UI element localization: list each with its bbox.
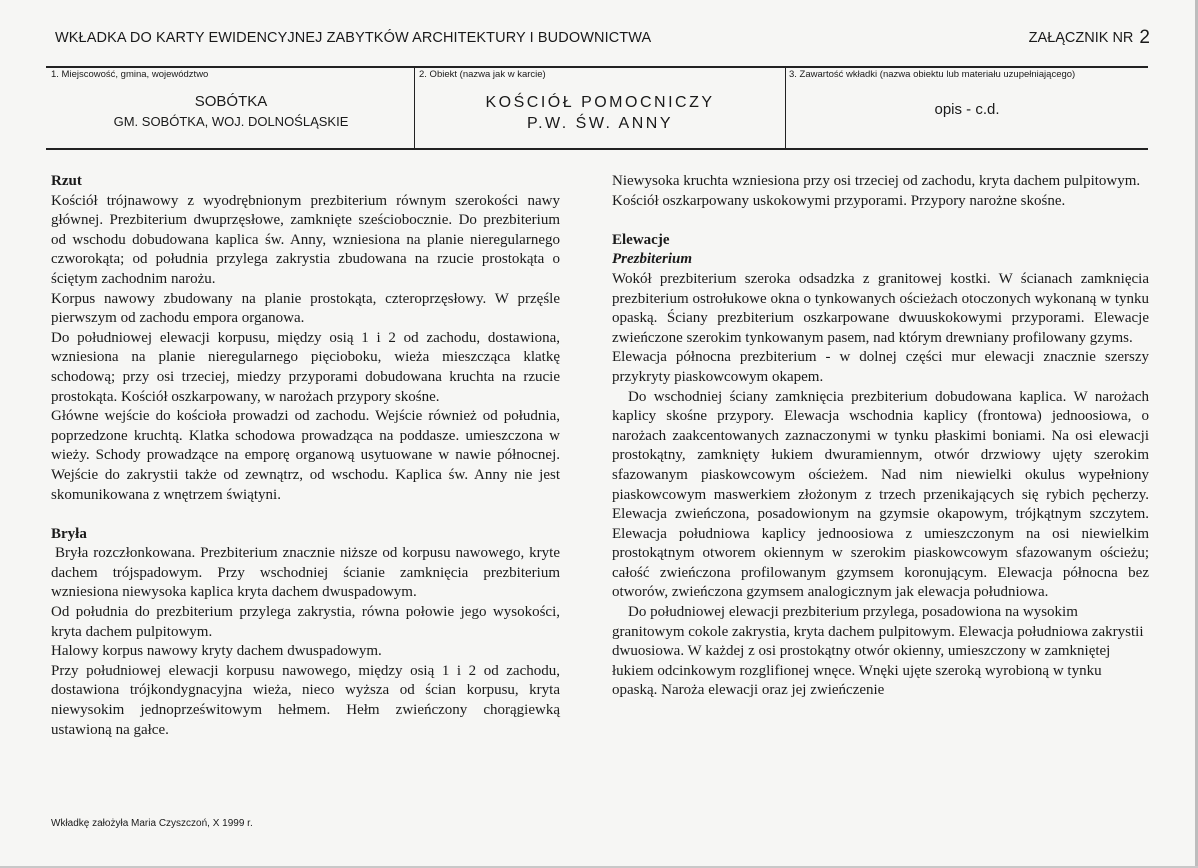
content-value: opis - c.d.: [934, 101, 1000, 118]
paragraph: Przy południowej elewacji korpusu nawowego, między osią 1 i 2 od zachodu, dostawiona trójkondygnacyjna wieża, nieco wyższa od ścian korpusu, kryta niewysokim jednoprześwitowym hełmem. Hełm zwieńczony chorągiewką ustawioną na gałce.: [51, 662, 560, 738]
section-heading-bryla: Bryła: [51, 525, 87, 542]
document-title: WKŁADKA DO KARTY EWIDENCYJNEJ ZABYTKÓW ARCHITEKTURY I BUDOWNICTWA: [55, 30, 652, 46]
object-name: KOŚCIÓŁ POMOCNICZY: [485, 94, 715, 111]
section-heading-rzut: Rzut: [51, 173, 82, 189]
section-heading-elewacje: Elewacje: [612, 231, 670, 248]
spacer: [612, 211, 1149, 231]
location-town: SOBÓTKA: [194, 93, 268, 110]
paragraph: Do wschodniej ściany zamknięcia prezbiterium dobudowana kaplica. W narożach kaplicy skośne przypory. Elewacja wschodnia kaplicy (frontowa) jednoosiowa, o narożach zaakcentowanych zaznaczonymi w tynku płaskimi boniami. Na osi elewacji prostokątny, zamknięty łukiem dwuramiennym, otwór drzwiowy ujęty szerokim sfazowanym piaskowcowym ościeżem. Nad nim niewielki okulus wypełniony piaskowcowym maswerkiem złożonym z trzech przenikających się rybich pęcherzy. Elewacja zwieńczona, posadowionym na gzymsie okapowym, trójkątnym szczytem. Elewacja południowa kaplicy jednoosiowa z umieszczonym na osi niewielkim prostokątnym otworem okiennym w szerokim piaskowcowym sfazowanym ościeżu; całość zwieńczona profilowanym gzymsem koronującym. Elewacja północna bez otworów, zwieńczona gzymsem analogicznym jak elewacja południowa.: [612, 388, 1149, 601]
location-commune: GM. SOBÓTKA, WOJ. DOLNOŚLĄSKIE: [113, 114, 349, 129]
content-label: 3. Zawartość wkładki (nazwa obiektu lub materiału uzupełniającego): [789, 69, 1076, 80]
paragraph: Do południowej elewacji prezbiterium przylega, posadowiona na wysokim granitowym cokole zakrystia, kryta dachem pulpitowym. Elewacja południowa zakrystii dwuosiowa. W każdej z osi prostokątny otwór okienny, umieszczony w zamkniętej łukiem odcinkowym rozglifionej wnęce. Wnęki ujęte szeroką wyrobioną w tynku opaską. Naroża elewacji oraz jej zwieńczenie: [612, 604, 1144, 699]
paragraph: Do południowej elewacji korpusu, między osią 1 i 2 od zachodu, dostawiona, wzniesiona na planie nieregularnego pięcioboku, wieża mieszcząca klatkę schodową; przy osi trzeciej, miedzy przyporami dobudowana kruchta na rzucie prostokąta. Kościół oszkarpowany, w narożach przypory skośne.: [51, 329, 560, 405]
left-column: [51, 172, 560, 740]
object-dedication: P.W. ŚW. ANNY: [526, 115, 673, 132]
paragraph: Halowy korpus nawowy kryty dachem dwuspadowym.: [51, 643, 382, 660]
annex-label-text: ZAŁĄCZNIK NR: [1028, 30, 1134, 46]
subsection-heading-prezbiterium: Prezbiterium: [612, 251, 693, 268]
paragraph: Kościół oszkarpowany uskokowymi przyporami. Przypory narożne skośne.: [612, 192, 1066, 209]
paragraph: Główne wejście do kościoła prowadzi od zachodu. Wejście również od południa, poprzedzone kruchtą. Klatka schodowa prowadząca na poddasze. umieszczona w wieży. Schody prowadzące na emporę organową usytuowane w nawie północnej. Wejście do zakrystii także od zewnątrz, od wschodu. Kaplica św. Anny nie jest skomunikowana z wnętrzem świątyni.: [51, 408, 560, 503]
paragraph: Elewacja północna prezbiterium - w dolnej części mur elewacji znacznie szerszy przykryty piaskowcowym okapem.: [612, 349, 1149, 385]
paragraph: Niewysoka kruchta wzniesiona przy osi trzeciej od zachodu, kryta dachem pulpitowym.: [612, 173, 1141, 189]
paragraph: Od południa do prezbiterium przylega zakrystia, równa połowie jego wysokości, kryta dachem pulpitowym.: [51, 604, 560, 640]
annex-number: 2: [1139, 27, 1150, 48]
location-label: 1. Miejscowość, gmina, województwo: [51, 69, 209, 80]
header-bottom-rule: [46, 148, 1148, 150]
paragraph: Kościół trójnawowy z wyodrębnionym prezbiterium równym szerokości nawy głównej. Prezbiterium dwuprzęsłowe, zamknięte sześciobocznie. Do prezbiterium od wschodu dobudowana kaplica św. Anny, wzniesiona na planie nieregularnego czworokąta; od południa przylega zakrystia zbudowana na rzucie prostokąta o ściętym zachodnim narożu.: [51, 192, 560, 287]
paragraph: Wokół prezbiterium szeroka odsadzka z granitowej kostki. W ścianach zamknięcia prezbiterium ostrołukowe okna o tynkowanych ościeżach otoczonych wykonaną w tynku opaską. Ściany prezbiterium oszkarpowane dwuuskokowymi przyporami. Elewacje zwieńczone szerokim tynkowanym pasem, nad którym drewniany profilowany gzyms.: [612, 270, 1149, 346]
object-label: 2. Obiekt (nazwa jak w karcie): [419, 69, 546, 80]
right-column: [612, 172, 1149, 701]
header-top-rule: [46, 66, 1148, 68]
spacer: [51, 505, 560, 525]
footer-author-note: Wkładkę założyła Maria Czyszczoń, X 1999 r.: [51, 818, 253, 829]
paragraph: Korpus nawowy zbudowany na planie prostokąta, czteroprzęsłowy. W przęśle pierwszym od zachodu empora organowa.: [51, 290, 560, 327]
annex-label: [1029, 27, 1150, 49]
paragraph: Bryła rozczłonkowana. Prezbiterium znacznie niższe od korpusu nawowego, kryte dachem trójspadowym. Przy wschodniej ścianie zamknięcia prezbiterium wzniesiona niewysoka kaplica kryta dachem dwuspadowym.: [51, 545, 560, 601]
